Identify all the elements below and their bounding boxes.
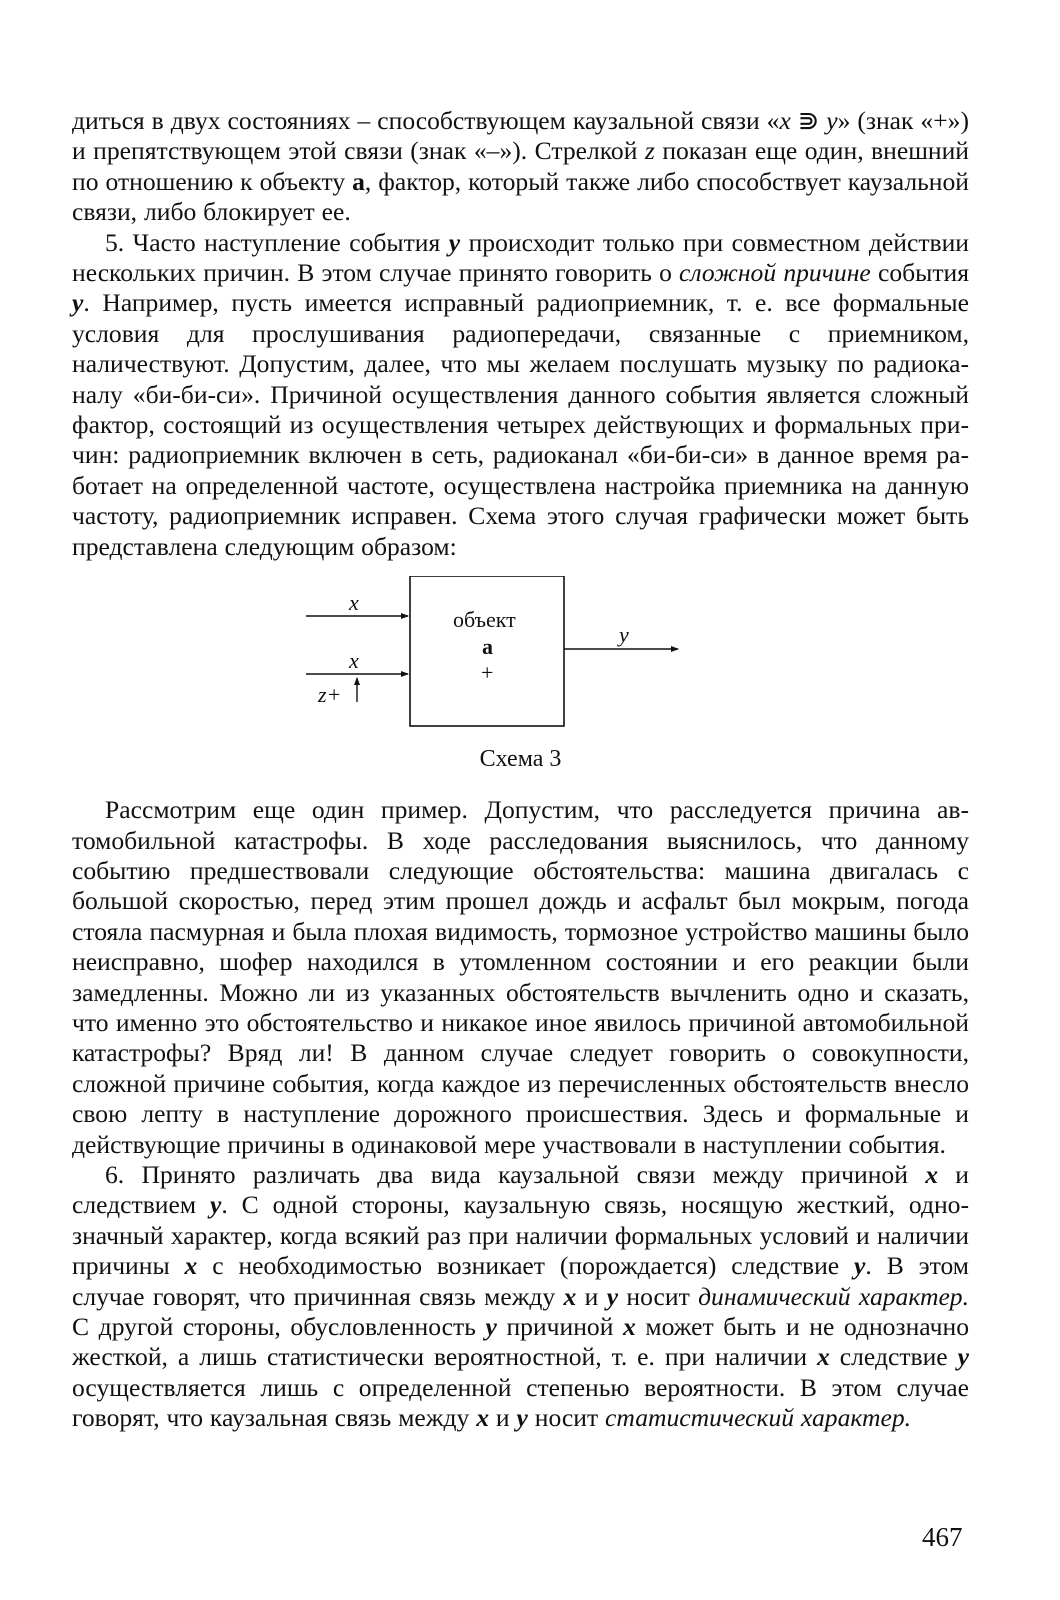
paragraph-item-6: 6. Принято различать два вида каузальной связи между причиной x и следствием y. С одной стороны, каузальную связь, носящую жесткий, однозначный характер, когда всякий раз при наличии формальных условий и наличии причины x с необходимостью возникает (порождается) следствие y. В этом случае говорят, что причинная связь между x и y носит динамический характер. С другой стороны, обусловленность y причиной x может быть и не однозначно жесткой, а лишь статистически вероятностной, т. е. при наличии x следствие y осуществляется лишь с определенной степенью вероятности. В этом случае говорят, что каузальная связь между x и y носит статистический характер.: [72, 1159, 970, 1433]
paragraph-continuation: диться в двух состояниях – способствующем каузальной связи «x ⋑ y» (знак «+») и препятствующем этой связи (знак «–»). Стрелкой z показан еще один, внешний по отношению к объекту a, фактор, который также либо способствует каузальной связи, либо блокирует ее.: [72, 106, 969, 227]
paragraph-example: Рассмотрим еще один пример. Допустим, что расследуется причина автомобильной катастрофы. В ходе расследования выяснилось, что данному событию предшествовали следующие обстоятельства: машина двигалась с большой скоростью, перед этим прошел дождь и асфальт был мокрым, погода стояла пасмурная и была плохая видимость, тормозное устройство машины было неисправно, шофер находился в утомленном состоянии и его реакции были замедленны. Можно ли из указанных обстоятельств вычленить одно и сказать, что именно это обстоятельство и никакое иное явилось причиной автомобильной катастрофы? Вряд ли! В данном случае следует говорить о совокупности, сложной причине события, когда каждое из перечисленных обстоятельств внесло свою лепту в наступление дорожного происшествия. Здесь и формальные и действующие причины в одинаковой мере участвовали в наступлении события.: [72, 795, 969, 1159]
label-input-bottom: x: [349, 648, 359, 674]
label-input-top: x: [349, 590, 359, 616]
page-number: 467: [922, 1522, 963, 1552]
diagram-caption: Схема 3: [479, 746, 562, 773]
label-external-factor: z+: [318, 682, 342, 708]
diagram-scheme-3: [72, 576, 969, 781]
label-box-object: объект: [453, 607, 516, 633]
paragraph-item-5: 5. Часто наступление события y происходит только при совместном действии нескольких причин. В этом случае принято говорить о сложной причине события y. Например, пусть имеется исправный радиоприемник, т. е. все формальные условия для прослушивания радиопередачи, связанные с приемником, наличествуют. Допустим, далее, что мы желаем послушать музыку по радиоканалу «би-би-си». Причиной осуществления данного события является сложный фактор, состоящий из осуществления четырех действующих и формальных причин: радиоприемник включен в сеть, радиоканал «би-би-си» в данное время работает на определенной частоте, осуществлена настройка приемника на данную частоту, радиоприемник исправен. Схема этого случая графически может быть представлена следующим образом:: [72, 227, 969, 561]
label-box-a: a: [482, 634, 493, 660]
label-output: y: [619, 622, 629, 648]
book-page: [72, 106, 969, 1434]
label-box-plus: +: [481, 660, 494, 686]
